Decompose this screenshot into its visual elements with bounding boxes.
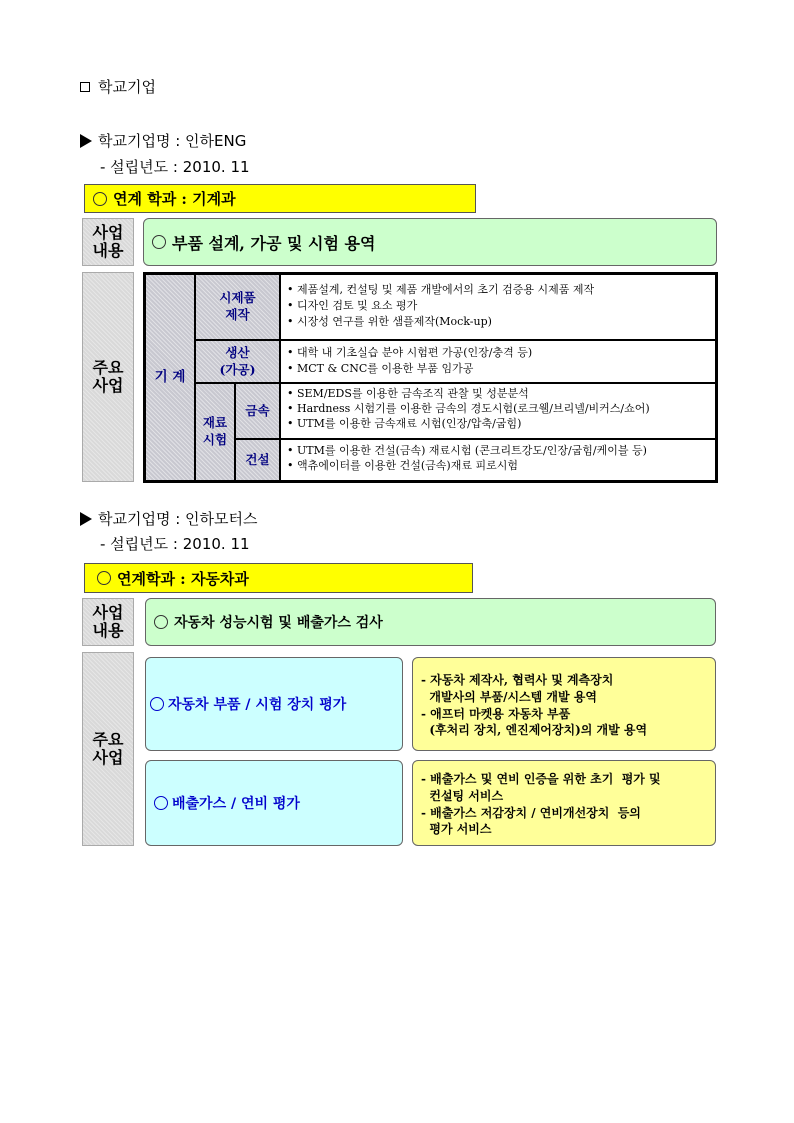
list-item: - 배출가스 및 연비 인증을 위한 초기 평가 및 [421, 772, 661, 786]
list-item: • MCT & CNC를 이용한 부품 임가공 [287, 361, 474, 375]
circle-icon [154, 796, 168, 810]
company1-business-table [143, 272, 718, 483]
company2-row2-title: 배출가스 / 연비 평가 [172, 796, 300, 812]
table-subrow-label: 건설 [235, 439, 280, 481]
list-item: (후처리 장치, 엔진제어장치)의 개발 용역 [421, 723, 648, 738]
table-subrow-items [280, 439, 716, 481]
list-item: • 시장성 연구를 위한 샘플제작(Mock-up) [287, 314, 492, 328]
list-item: • 제품설계, 컨설팅 및 제품 개발에서의 초기 검증용 시제품 제작 [287, 283, 595, 296]
company2-biz-label: 사업 내용 [82, 598, 134, 646]
checkbox-square-icon [80, 82, 90, 92]
company2-biz-content [145, 598, 716, 646]
company2-row1-details [412, 657, 716, 751]
company2-name [80, 508, 258, 529]
company2-row2-details [412, 760, 716, 846]
company2-row1-title-box [145, 657, 403, 751]
section-header [80, 76, 156, 97]
circle-icon [97, 571, 111, 585]
list-item: • 대학 내 기초실습 분야 시험편 가공(인장/충격 등) [287, 346, 533, 359]
table-row-label: 생산 (가공) [195, 340, 280, 383]
company2-row1-title: 자동차 부품 / 시험 장치 평가 [168, 697, 347, 713]
company2-dept-banner [84, 563, 473, 593]
list-item: • SEM/EDS를 이용한 금속조직 관찰 및 성분분석 [287, 387, 529, 400]
list-item: • Hardness 시험기를 이용한 금속의 경도시험(로크웰/브리넬/비커스/쇼어) [287, 401, 650, 415]
table-row-items [280, 340, 716, 383]
list-item: • UTM를 이용한 금속재료 시험(인장/압축/굽힘) [287, 416, 522, 430]
company2-row2-title-box [145, 760, 403, 846]
company1-biz-text: 부품 설계, 가공 및 시험 용역 [172, 233, 376, 253]
circle-icon [154, 615, 168, 629]
table-row-items [280, 274, 716, 340]
company1-name-text: 학교기업명 : 인하ENG [98, 132, 247, 150]
triangle-bullet-icon [80, 512, 92, 526]
list-item: • UTM를 이용한 건설(금속) 재료시험 (콘크리트강도/인장/굽힘/케이블 등) [287, 444, 647, 457]
circle-icon [150, 697, 164, 711]
company2-name-text: 학교기업명 : 인하모터스 [98, 510, 258, 528]
triangle-bullet-icon [80, 134, 92, 148]
list-item: - 배출가스 저감장치 / 연비개선장치 등의 [421, 805, 641, 820]
list-item: 개발사의 부품/시스템 개발 용역 [421, 689, 597, 704]
table-subrow-label: 금속 [235, 383, 280, 439]
company1-founded: - 설립년도 : 2010. 11 [100, 158, 250, 176]
company2-biz-text: 자동차 성능시험 및 배출가스 검사 [174, 615, 383, 631]
company1-dept-banner [84, 184, 476, 213]
company1-name [80, 130, 246, 151]
table-category-mechanical: 기 계 [145, 274, 195, 481]
company2-main-label: 주요 사업 [82, 652, 134, 846]
list-item: • 디자인 검토 및 요소 평가 [287, 298, 418, 312]
list-item: 컨설팅 서비스 [421, 788, 504, 803]
company1-dept-text: 연계 학과 : 기계과 [113, 190, 236, 208]
list-item: - 애프터 마켓용 자동차 부품 [421, 706, 571, 721]
list-item: • 액츄에이터를 이용한 건설(금속)재료 피로시험 [287, 458, 518, 472]
company1-biz-label: 사업 내용 [82, 218, 134, 266]
circle-icon [93, 192, 107, 206]
table-material-label: 재료 시험 [195, 383, 235, 481]
section-title: 학교기업 [98, 78, 156, 96]
company2-dept-text: 연계학과 : 자동차과 [117, 569, 249, 588]
list-item: 평가 서비스 [421, 822, 492, 837]
list-item: - 자동차 제작사, 협력사 및 계측장치 [421, 673, 614, 687]
circle-icon [152, 235, 166, 249]
company2-founded: - 설립년도 : 2010. 11 [100, 535, 250, 553]
company1-biz-content [143, 218, 717, 266]
table-subrow-items [280, 383, 716, 439]
table-row-label: 시제품 제작 [195, 274, 280, 340]
company1-main-label: 주요 사업 [82, 272, 134, 482]
